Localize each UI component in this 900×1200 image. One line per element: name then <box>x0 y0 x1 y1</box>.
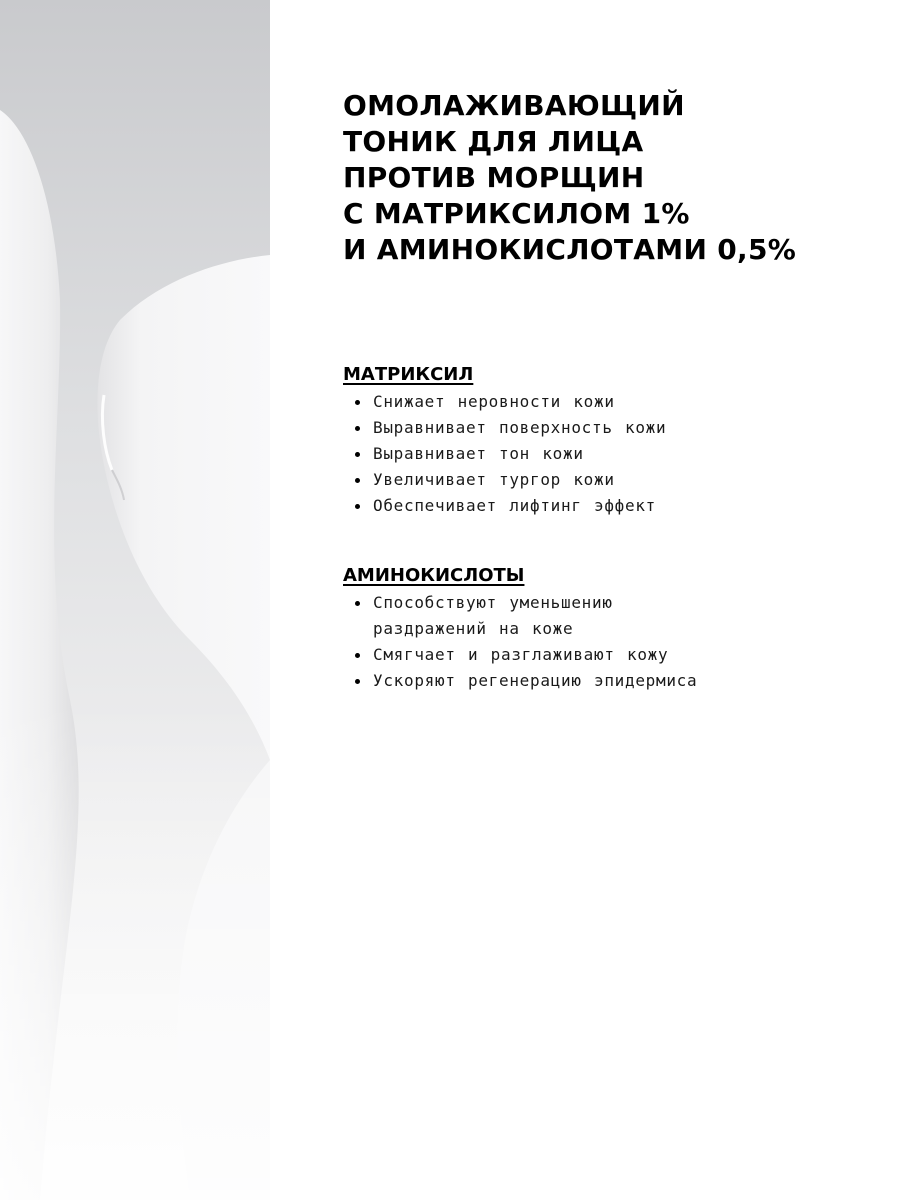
bullet-icon <box>355 679 360 684</box>
list-item <box>343 415 863 441</box>
list-item-text: Способствуют уменьшению раздражений на коже <box>373 593 613 638</box>
product-texture-image <box>0 0 270 1200</box>
section-title-amino-acids: АМИНОКИСЛОТЫ <box>343 565 525 586</box>
content-area <box>343 88 863 694</box>
list-item <box>343 590 863 642</box>
bullet-icon <box>355 504 360 509</box>
benefits-list-amino-acids <box>343 590 863 694</box>
benefits-list-matrixyl <box>343 389 863 519</box>
list-item-text: Смягчает и разглаживают кожу <box>373 645 669 664</box>
list-item <box>343 389 863 415</box>
list-item <box>343 642 863 668</box>
bullet-icon <box>355 653 360 658</box>
list-item-text: Обеспечивает лифтинг эффект <box>373 496 656 515</box>
title-line: С МАТРИКСИЛОМ 1% <box>343 197 690 230</box>
list-item-text: Выравнивает поверхность кожи <box>373 418 667 437</box>
section-amino-acids <box>343 564 863 694</box>
list-item <box>343 668 863 694</box>
title-line: И АМИНОКИСЛОТАМИ 0,5% <box>343 233 797 266</box>
bullet-icon <box>355 601 360 606</box>
product-title <box>343 88 863 268</box>
bullet-icon <box>355 478 360 483</box>
bullet-icon <box>355 452 360 457</box>
list-item-text: Снижает неровности кожи <box>373 392 615 411</box>
list-item <box>343 493 863 519</box>
list-item-text: Ускоряют регенерацию эпидермиса <box>373 671 698 690</box>
bullet-icon <box>355 400 360 405</box>
list-item-text: Выравнивает тон кожи <box>373 444 584 463</box>
list-item-text: Увеличивает тургор кожи <box>373 470 615 489</box>
bullet-icon <box>355 426 360 431</box>
title-line: ТОНИК ДЛЯ ЛИЦА <box>343 125 644 158</box>
list-item <box>343 467 863 493</box>
title-line: ОМОЛАЖИВАЮЩИЙ <box>343 89 685 122</box>
section-matrixyl <box>343 363 863 519</box>
list-item <box>343 441 863 467</box>
section-title-matrixyl: МАТРИКСИЛ <box>343 364 474 385</box>
title-line: ПРОТИВ МОРЩИН <box>343 161 645 194</box>
